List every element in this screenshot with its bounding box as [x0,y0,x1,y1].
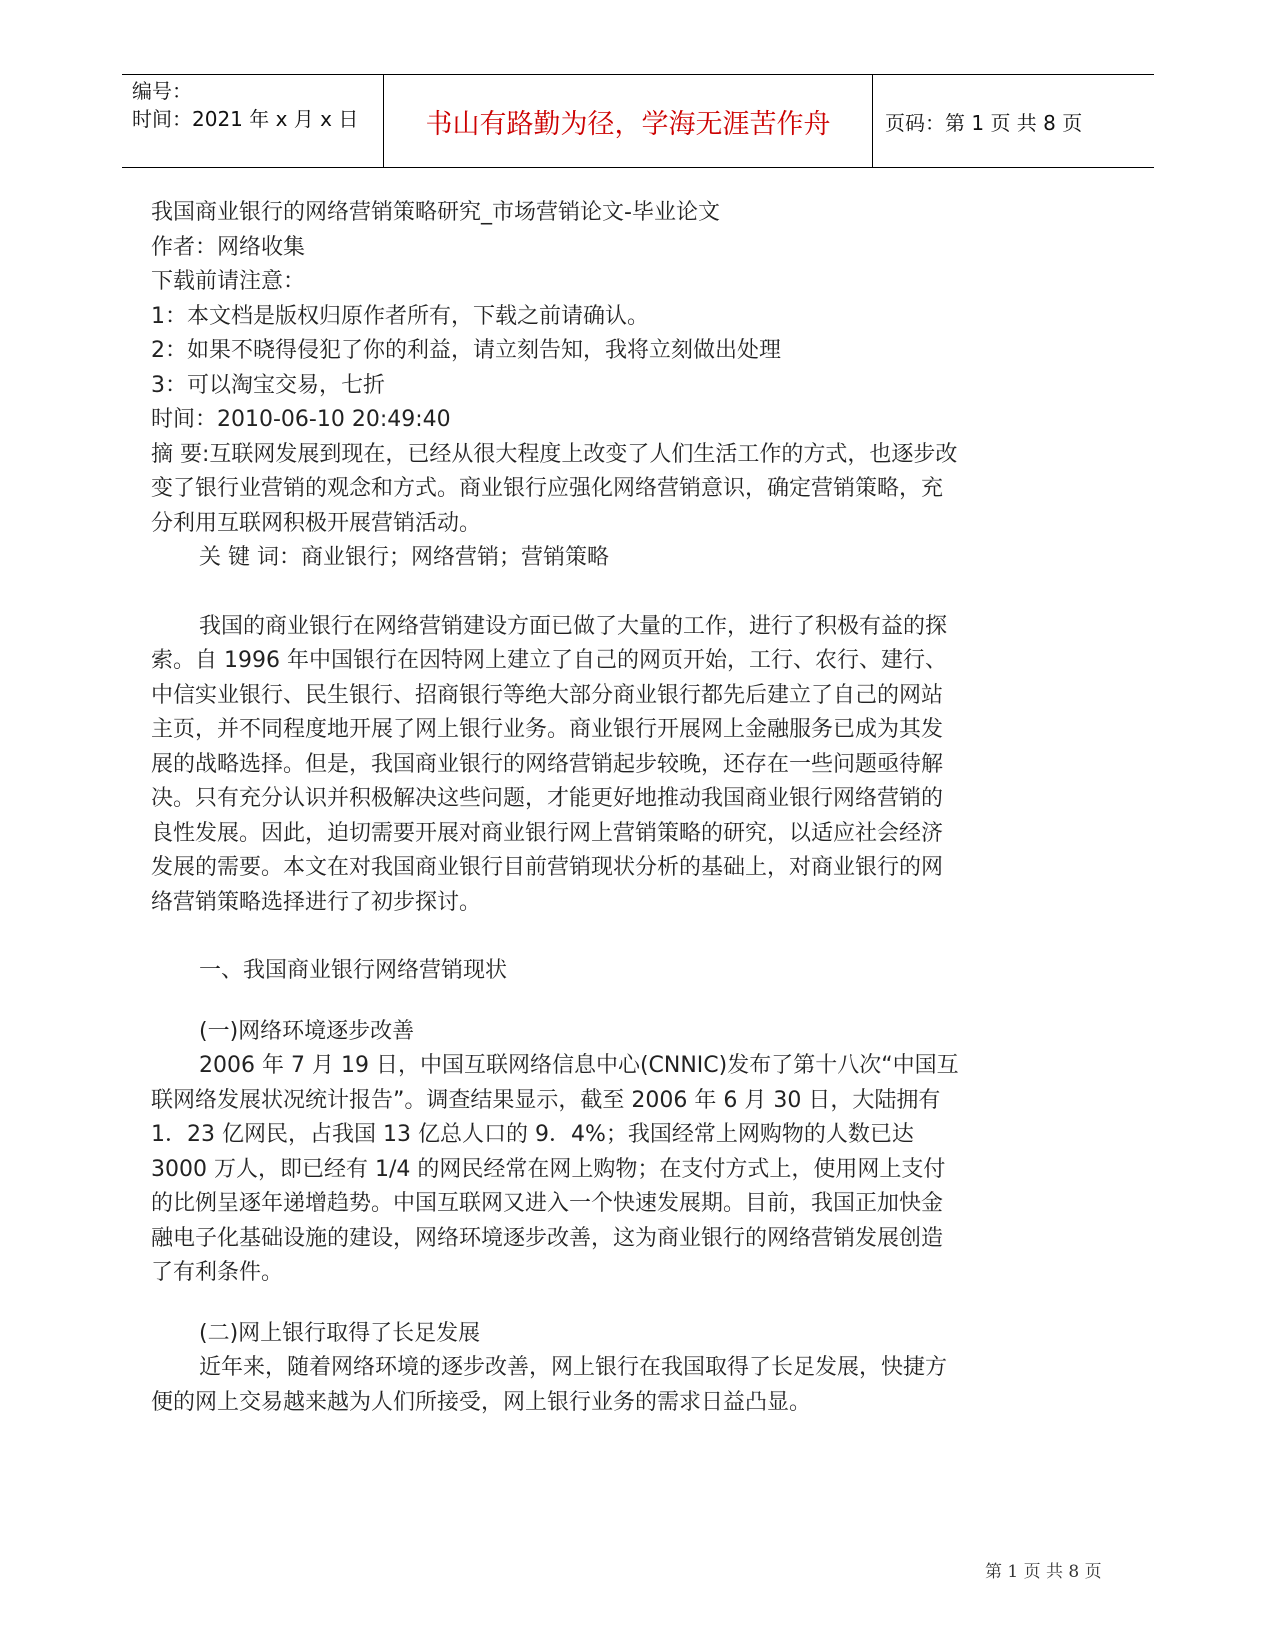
section-heading-1: 一、我国商业银行网络营销现状 [199,958,508,983]
abstract: 摘 要:互联网发展到现在，已经从很大程度上改变了人们生活工作的方式，也逐步改变了银行业营销的观念和方式。商业银行应强化网络营销意识，确定营销策略，充分利用互联网积极开展营销活动。 [151,441,958,536]
notice-item-1: 1：本文档是版权归原作者所有，下载之前请确认。 [151,303,649,329]
notice-item-2: 2：如果不晓得侵犯了你的利益，请立刻告知，我将立刻做出处理 [151,338,781,363]
doc-title: 我国商业银行的网络营销策略研究_市场营销论文-毕业论文 [151,200,720,225]
motto: 书山有路勤为径，学海无涯苦作舟 [384,75,873,167]
keywords: 关 键 词：商业银行；网络营销；营销策略 [199,545,609,570]
page-footer: 第 1 页 共 8 页 [985,1562,1102,1582]
page-header [122,74,1154,168]
subsection-1-paragraph: 2006 年 7 月 19 日，中国互联网络信息中心(CNNIC)发布了第十八次“中国互联网络发展状况统计报告”。调查结果显示，截至 2006 年 6 月 30 日，大陆拥有 1．23 亿网民，占我国 13 亿总人口的 9．4%；我国经常上网购物的人数已达 3000 万人，即已经有 1/4 的网民经常在网上购物；在支付方式上，使用网上支付的比例呈逐年递增趋势。中国互联网又进入一个快速发展期。目前，我国正加快金融电子化基础设施的建设，网络环境逐步改善，这为商业银行的网络营销发展创造了有利条件。 [151,1053,959,1285]
document-body [151,196,961,1420]
header-left-cell [122,75,384,167]
number-label: 编号： [132,79,192,103]
notice-item-3: 3：可以淘宝交易，七折 [151,372,385,398]
header-page-label: 页码：第 1 页 共 8 页 [885,110,1083,135]
subsection-heading-1: (一)网络环境逐步改善 [199,1018,415,1044]
subsection-2-paragraph: 近年来，随着网络环境的逐步改善，网上银行在我国取得了长足发展，快捷方便的网上交易越来越为人们所接受，网上银行业务的需求日益凸显。 [151,1355,948,1415]
doc-author: 作者：网络收集 [151,234,306,260]
intro-paragraph: 我国的商业银行在网络营销建设方面已做了大量的工作，进行了积极有益的探索。自 1996 年中国银行在因特网上建立了自己的网页开始，工行、农行、建行、中信实业银行、民生银行、招商银行等绝大部分商业银行都先后建立了自己的网站主页，并不同程度地开展了网上银行业务。商业银行开展网上金融服务已成为其发展的战略选择。但是，我国商业银行的网络营销起步较晚，还存在一些问题亟待解决。只有充分认识并积极解决这些问题，才能更好地推动我国商业银行网络营销的良性发展。因此，迫切需要开展对商业银行网上营销策略的研究，以适应社会经济发展的需要。本文在对我国商业银行目前营销现状分析的基础上，对商业银行的网络营销策略选择进行了初步探讨。 [151,613,948,915]
notice-heading: 下载前请注意： [151,269,306,294]
subsection-heading-2: (二)网上银行取得了长足发展 [199,1320,481,1346]
doc-time: 时间：2010-06-10 20:49:40 [151,407,451,432]
time-label: 时间：2021 年 x 月 x 日 [132,107,359,131]
